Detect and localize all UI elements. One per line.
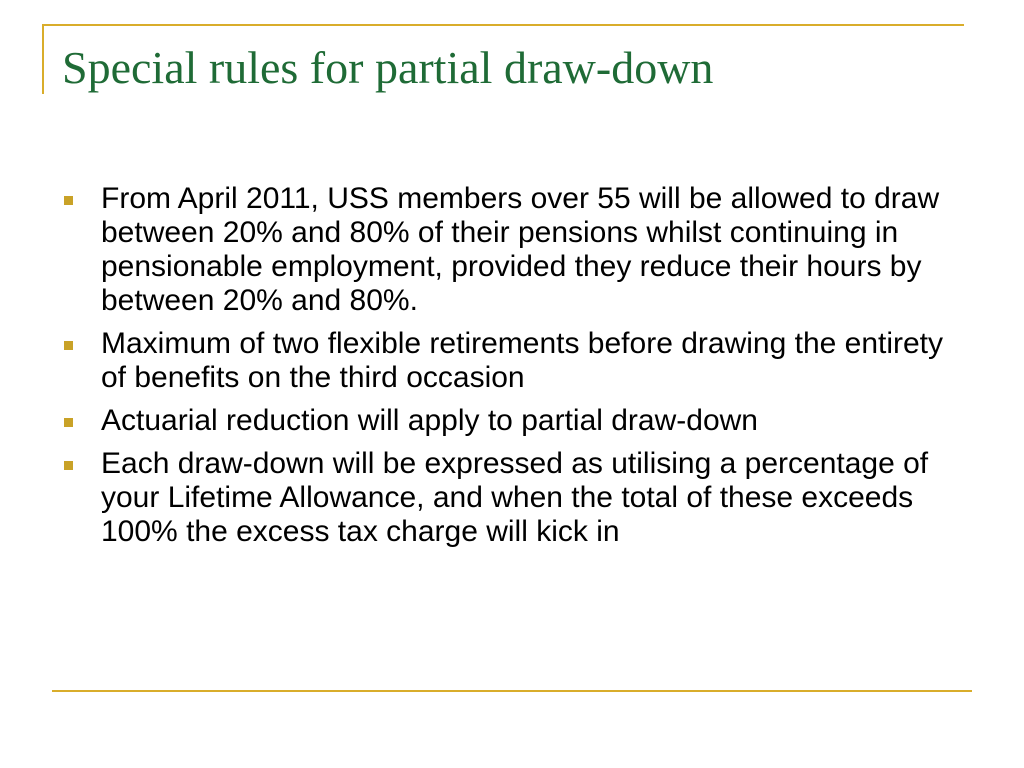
square-bullet-icon: [64, 196, 73, 205]
frame-top-rule: [42, 24, 964, 26]
frame-bottom-rule: [52, 690, 972, 692]
list-item: [60, 447, 960, 549]
list-item: [60, 182, 960, 318]
bullet-list: [60, 182, 960, 558]
square-bullet-icon: [64, 341, 73, 350]
square-bullet-icon: [64, 418, 73, 427]
frame-left-rule: [42, 24, 44, 94]
bullet-text: Actuarial reduction will apply to partial draw-down: [101, 404, 758, 437]
square-bullet-icon: [64, 461, 73, 470]
bullet-text: Each draw-down will be expressed as utilising a percentage of your Lifetime Allowance, and when the total of these exceeds 100% the excess tax charge will kick in: [101, 447, 929, 548]
list-item: [60, 404, 960, 438]
bullet-text: Maximum of two flexible retirements before drawing the entirety of benefits on the third occasion: [101, 327, 944, 394]
list-item: [60, 327, 960, 395]
bullet-text: From April 2011, USS members over 55 will be allowed to draw between 20% and 80% of their pensions whilst continuing in pensionable employment, provided they reduce their hours by between 20% and 80%.: [101, 182, 940, 317]
slide-title: Special rules for partial draw-down: [62, 42, 714, 93]
